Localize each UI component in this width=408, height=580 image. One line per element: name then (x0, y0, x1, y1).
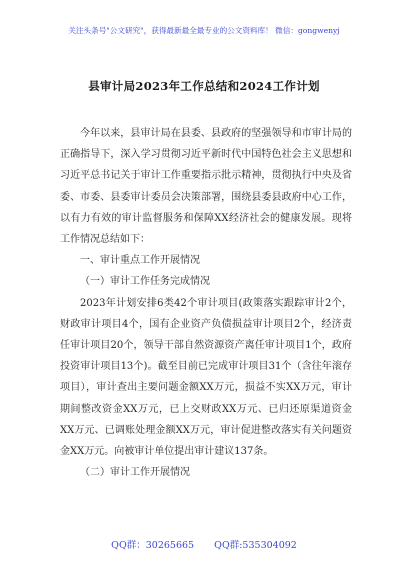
footer-qq-groups (0, 537, 408, 551)
document-body (60, 123, 352, 483)
qq-group-2[interactable]: QQ群:535304092 (214, 540, 297, 551)
subsection-1-paragraph: 2023年计划安排6类42个审计项目(政策落实跟踪审计2个，财政审计项目4个，国有企业资产负债损益审计项目2个，经济责任审计项目20个，领导干部自然资源资产离任审计项目1个，政府投资审计项目13个)。截至目前已完成审计项目31个（含往年滚存项目），审计查出主要问题金额XX万元，损益不实XX万元，审计期间整改资金XX万元，已上交财政XX万元、已归还原渠道资金XX万元、已调账处理金额XX万元，审计促进整改落实有关问题资金XX万元。向被审计单位提出审计建议137条。 (60, 297, 352, 458)
qq-group-1[interactable]: QQ群：30265665 (111, 540, 195, 551)
subsection-heading-2: （二）审计工作开展情况 (80, 467, 190, 479)
section-heading-1: 一、审计重点工作开展情况 (80, 255, 200, 267)
document-title: 县审计局2023年工作总结和2024工作计划 (88, 79, 320, 93)
subsection-heading-1: （一）审计工作任务完成情况 (80, 276, 210, 288)
intro-paragraph: 今年以来，县审计局在县委、县政府的坚强领导和市审计局的正确指导下，深入学习贯彻习近平新时代中国特色社会主义思想和习近平总书记关于审计工作重要指示批示精神，贯彻执行中央及省委、市委、县委审计委员会决策部署，围绕县委县政府中心工作，以有力有效的审计监督服务和保障XX经济社会的健康发展。现将工作情况总结如下： (60, 128, 352, 246)
header-promo-text[interactable]: 关注头条号"公文研究"，获得最新最全最专业的公文资料库！ 微信：gongwenyj (68, 26, 340, 35)
